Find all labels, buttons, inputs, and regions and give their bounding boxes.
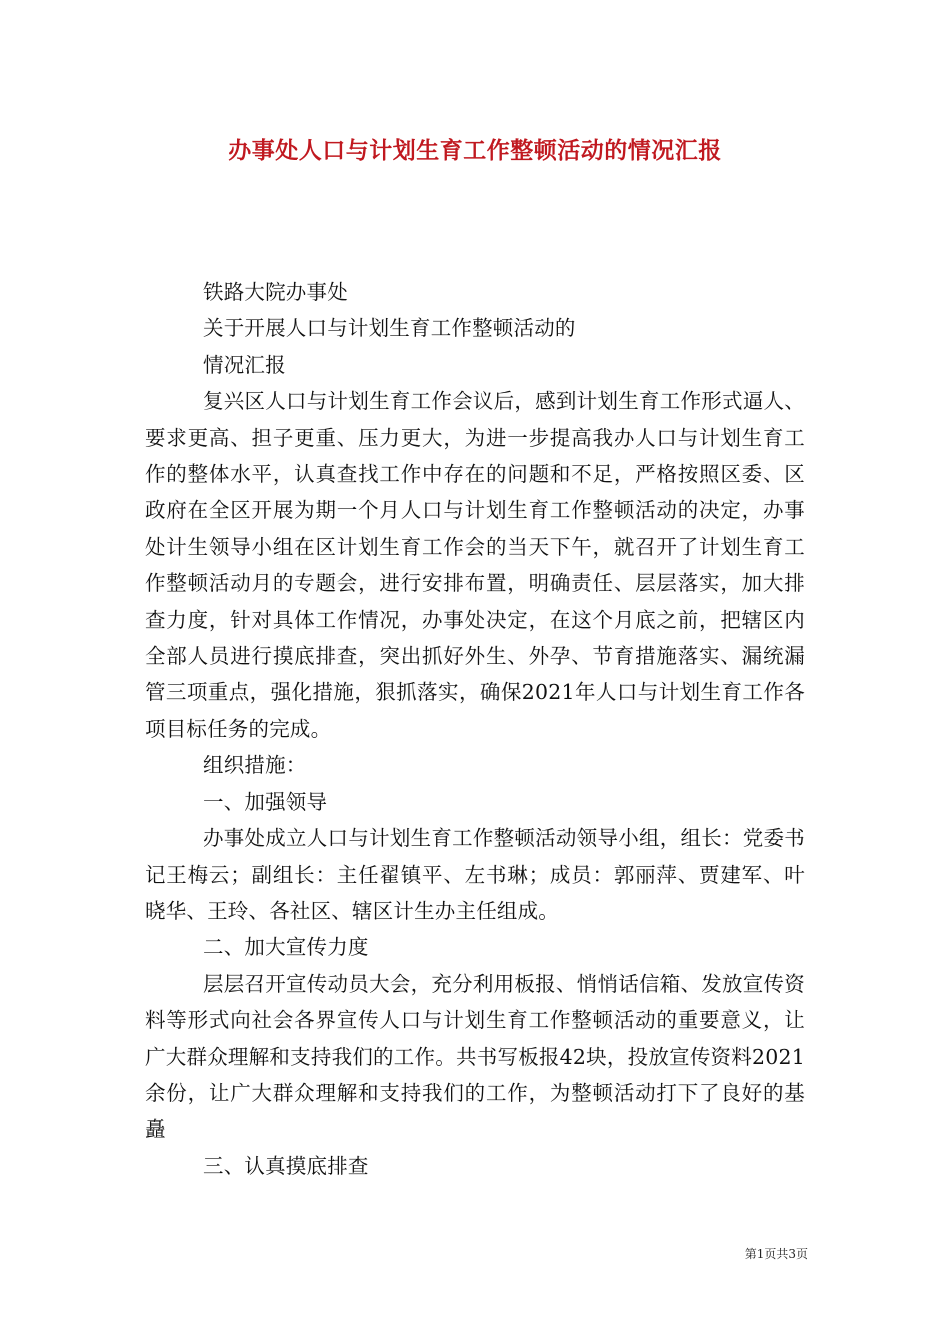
page-number: 第1页共3页 xyxy=(744,1247,808,1261)
paragraph-leadership: 办事处成立人口与计划生育工作整顿活动领导小组，组长：党委书记王梅云；副组长：主任翟镇平、左书琳；成员：郭丽萍、贾建军、叶晓华、王玲、各社区、辖区计生办主任组成。 xyxy=(145,826,805,923)
paragraph-publicity: 层层召开宣传动员大会，充分利用板报、悄悄话信箱、发放宣传资料等形式向社会各界宣传人口与计划生育工作整顿活动的重要意义，让广大群众理解和支持我们的工作。共书写板报42块，投放宣传资料2021余份，让广大群众理解和支持我们的工作，为整顿活动打下了良好的基矗 xyxy=(145,971,805,1142)
paragraph-measures-heading: 组织措施： xyxy=(203,753,307,778)
paragraph-report-label: 情况汇报 xyxy=(203,352,286,377)
section-heading-leadership: 一、加强领导 xyxy=(203,789,328,814)
section-heading-publicity: 二、加大宣传力度 xyxy=(203,935,369,960)
document-body xyxy=(145,274,805,1184)
paragraph-subject-line: 关于开展人口与计划生育工作整顿活动的 xyxy=(203,316,576,341)
paragraph-intro: 复兴区人口与计划生育工作会议后，感到计划生育工作形式逼人、要求更高、担子更重、压力更大，为进一步提高我办人口与计划生育工作的整体水平，认真查找工作中存在的问题和不足，严格按照区委、区政府在全区开展为期一个月人口与计划生育工作整顿活动的决定，办事处计生领导小组在区计划生育工作会的当天下午，就召开了计划生育工作整顿活动月的专题会，进行安排布置，明确责任、层层落实，加大排查力度，针对具体工作情况，办事处决定，在这个月底之前，把辖区内全部人员进行摸底排查，突出抓好外生、外孕、节育措施落实、漏统漏管三项重点，强化措施，狠抓落实，确保2021年人口与计划生育工作各项目标任务的完成。 xyxy=(145,389,805,741)
document-title: 办事处人口与计划生育工作整顿活动的情况汇报 xyxy=(228,137,722,164)
section-heading-investigation: 三、认真摸底排查 xyxy=(203,1153,369,1178)
paragraph-org-name: 铁路大院办事处 xyxy=(203,280,348,304)
